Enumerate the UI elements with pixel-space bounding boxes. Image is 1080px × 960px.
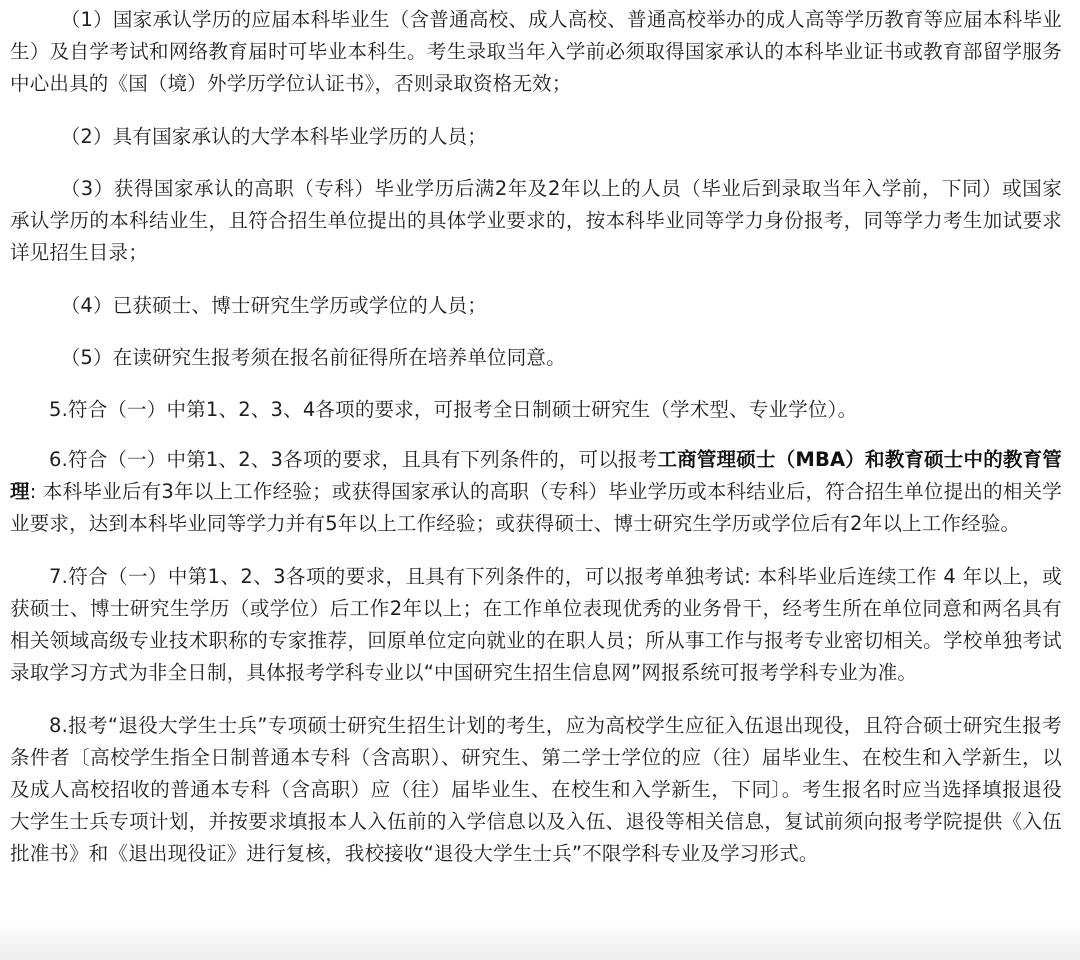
paragraph-item-1: （1）国家承认学历的应届本科毕业生（含普通高校、成人高校、普通高校举办的成人高等学历教育等应届本科毕业生）及自学考试和网络教育届时可毕业本科生。考生录取当年入学前必须取得国家承认的本科毕业证书或教育部留学服务中心出具的《国（境）外学历学位认证书》，否则录取资格无效； — [10, 8, 1062, 95]
rule-6-conditions: : 本科毕业后有3年以上工作经验；或获得国家承认的高职（专科）毕业学历或本科结业后，符合招生单位提出的相关学业要求，达到本科毕业同等学力并有5年以上工作经验；或获得硕士、博士研究生学历或学位后有2年以上工作经验。 — [10, 480, 1062, 535]
paragraph-item-4: （4）已获硕士、博士研究生学历或学位的人员； — [60, 294, 487, 317]
paragraph-item-2: （2）具有国家承认的大学本科毕业学历的人员； — [60, 125, 487, 148]
paragraph-rule-7: 7.符合（一）中第1、2、3各项的要求，且具有下列条件的，可以报考单独考试: 本科毕业后连续工作 4 年以上，或获硕士、博士研究生学历（或学位）后工作2年以上；在工作单位表现优秀的业务骨干，经考生所在单位同意和两名具有相关领域高级专业技术职称的专家推荐，回原单位定向就业的在职人员；所从事工作与报考专业密切相关。学校单独考试录取学习方式为非全日制，具体报考学科专业以“中国研究生招生信息网”网报系统可报考学科专业为准。 — [10, 565, 1062, 684]
rule-6-intro: 6.符合（一）中第1、2、3各项的要求，且具有下列条件的，可以报考 — [49, 448, 658, 471]
bottom-shadow — [0, 920, 1080, 960]
document-body — [10, 4, 1062, 870]
paragraph-item-3: （3）获得国家承认的高职（专科）毕业学历后满2年及2年以上的人员（毕业后到录取当年入学前，下同）或国家承认学历的本科结业生，且符合招生单位提出的具体学业要求的，按本科毕业同等学力身份报考，同等学力考生加试要求详见招生目录； — [10, 177, 1062, 264]
paragraph-rule-6 — [10, 444, 1062, 540]
rule-6-bold-programs: 工商管理硕士（MBA）和教育硕士中的教育管理 — [10, 448, 1062, 503]
paragraph-rule-5: 5.符合（一）中第1、2、3、4各项的要求，可报考全日制硕士研究生（学术型、专业学位）。 — [49, 398, 858, 421]
paragraph-rule-8: 8.报考“退役大学生士兵”专项硕士研究生招生计划的考生，应为高校学生应征入伍退出现役，且符合硕士研究生报考条件者〔高校学生指全日制普通本专科（含高职）、研究生、第二学士学位的应（往）届毕业生、在校生和入学新生，以及成人高校招收的普通本专科（含高职）应（往）届毕业生、在校生和入学新生，下同〕。考生报名时应当选择填报退役大学生士兵专项计划，并按要求填报本人入伍前的入学信息以及入伍、退役等相关信息，复试前须向报考学院提供《入伍批准书》和《退出现役证》进行复核，我校接收“退役大学生士兵”不限学科专业及学习形式。 — [10, 714, 1062, 865]
paragraph-item-5: （5）在读研究生报考须在报名前征得所在培养单位同意。 — [60, 346, 566, 369]
